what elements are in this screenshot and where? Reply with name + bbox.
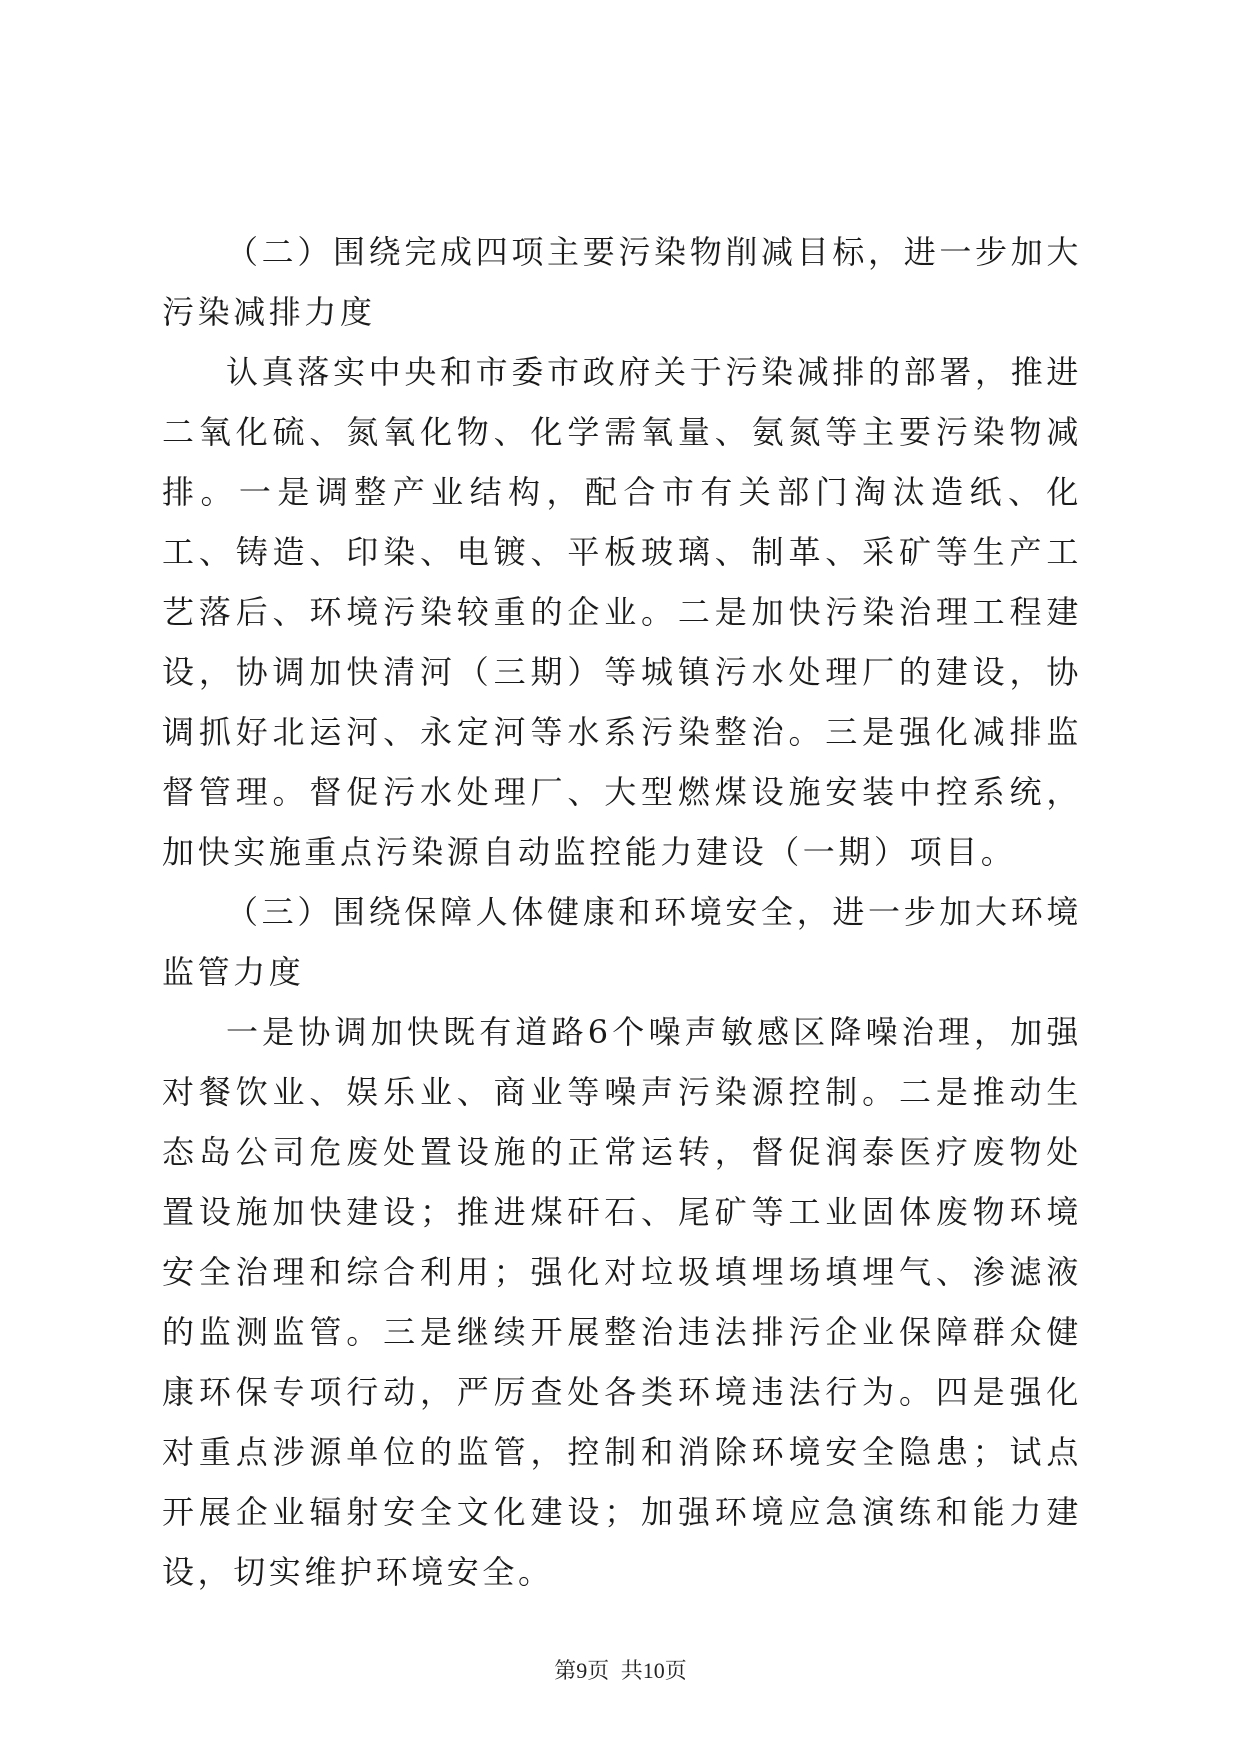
page-number: 第9页: [554, 1658, 610, 1683]
section-paragraph-3: 一是协调加快既有道路6个噪声敏感区降噪治理，加强对餐饮业、娱乐业、商业等噪声污染源控制。二是推动生态岛公司危废处置设施的正常运转，督促润泰医疗废物处置设施加快建设；推进煤矸石、尾矿等工业固体废物环境安全治理和综合利用；强化对垃圾填埋场填埋气、渗滤液的监测监管。三是继续开展整治违法排污企业保障群众健康环保专项行动，严厉查处各类环境违法行为。四是强化对重点涉源单位的监管，控制和消除环境安全隐患；试点开展企业辐射安全文化建设；加强环境应急演练和能力建设，切实维护环境安全。: [162, 1013, 1082, 1591]
section-paragraph-2: 认真落实中央和市委市政府关于污染减排的部署，推进二氧化硫、氮氧化物、化学需氧量、氨氮等主要污染物减排。一是调整产业结构，配合市有关部门淘汰造纸、化工、铸造、印染、电镀、平板玻璃、制革、采矿等生产工艺落后、环境污染较重的企业。二是加快污染治理工程建设，协调加快清河（三期）等城镇污水处理厂的建设，协调抓好北运河、永定河等水系污染整治。三是强化减排监督管理。督促污水处理厂、大型燃煤设施安装中控系统，加快实施重点污染源自动监控能力建设（一期）项目。: [162, 353, 1082, 871]
section-heading-2: （二）围绕完成四项主要污染物削减目标，进一步加大污染减排力度: [162, 233, 1082, 331]
page-footer: [0, 1656, 1241, 1686]
section-heading-3: （三）围绕保障人体健康和环境安全，进一步加大环境监管力度: [162, 893, 1082, 991]
page-total: 共10页: [620, 1658, 687, 1683]
document-body: [162, 222, 1082, 1602]
